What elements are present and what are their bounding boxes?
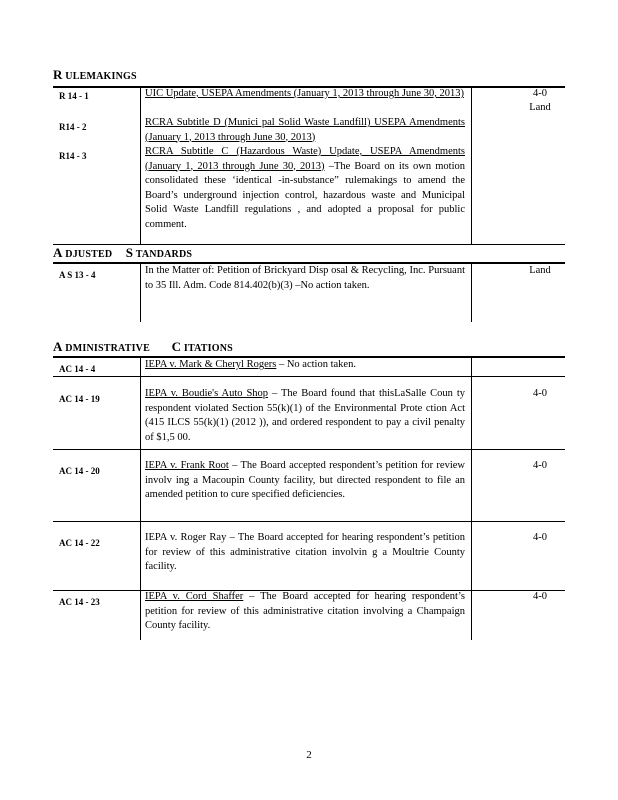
section-heading-rulemakings: R ULEMAKINGS [53, 67, 137, 82]
vote-ac14-23: 4-0 [533, 591, 547, 602]
case-summary: –The Board on its own motion consolidated these ‘identical -in-substance” rulemakings to amend the Board’s underground injection control, hazardous waste and Municipal Solid Waste Landfill regulations , and adopted a proposal for public comment. [145, 160, 465, 230]
citation-entry-ac14-4 [145, 358, 465, 373]
case-summary: – The Board accepted respondent’s petition for review involv ing a Macoupin County facility, but directed respondent to file an amended petition to cure specified deficiencies. [145, 460, 465, 500]
case-title: RCRA Subtitle C (Hazardous Waste) Update, USEPA Amendments (January 1, 2013 through June 30, 2013) [145, 146, 465, 172]
docket-ac14-23: AC 14 - 23 [59, 597, 100, 607]
vote-count: 4-0 [533, 88, 547, 99]
docket-r14-1: R 14 - 1 [59, 91, 89, 101]
adjusted-standard-entry-as13-4 [145, 264, 465, 293]
case-title: IEPA v. Cord Shaffer [145, 591, 244, 602]
rulemakings-col-divider-left [140, 86, 141, 244]
rulemakings-col-divider-right [471, 86, 472, 244]
case-title: IEPA v. Frank Root [145, 460, 229, 471]
case-title: IEPA v. Boudie's Auto Shop [145, 388, 269, 399]
citation-entry-ac14-19 [145, 387, 465, 445]
case-title: RCRA Subtitle D (Munici pal Solid Waste Landfill) USEPA Amendments (January 1, 2013 through June 30, 2013) [145, 117, 465, 143]
row-rule [53, 376, 565, 377]
docket-ac14-19: AC 14 - 19 [59, 394, 100, 404]
adjusted-standards-col-divider-right [471, 262, 472, 322]
vote-note: Land [529, 102, 551, 113]
docket-r14-2: R14 - 2 [59, 122, 87, 132]
case-title: UIC Update, USEPA Amendments (January 1, 2013 through June 30, 2013) [145, 88, 464, 99]
case-summary: – The Board accepted for hearing respondent’s petition for review of this administrative citation involving a Champaign County facility. [145, 591, 465, 631]
citation-entry-ac14-20 [145, 459, 465, 503]
admin-citations-col-divider-left [140, 356, 141, 640]
docket-ac14-20: AC 14 - 20 [59, 466, 100, 476]
docket-as13-4: A S 13 - 4 [59, 270, 96, 280]
rulemaking-entry-r14-1 [145, 87, 465, 102]
docket-ac14-22: AC 14 - 22 [59, 538, 100, 548]
admin-citations-col-divider-right [471, 356, 472, 640]
case-summary: In the Matter of: Petition of Brickyard Disp osal & Recycling, Inc. Pursuant to 35 Ill. Adm. Code 814.402(b)(3) –No action taken. [145, 265, 465, 291]
citation-entry-ac14-23 [145, 590, 465, 634]
vote-r14-1 [510, 87, 570, 115]
rulemaking-entry-r14-3 [145, 145, 465, 232]
case-title: IEPA v. Mark & Cheryl Rogers [145, 359, 277, 370]
vote-as13-4 [510, 264, 570, 278]
case-summary: IEPA v. Roger Ray – The Board accepted for hearing respondent’s petition for review of this administrative citation involvin g a Moultrie County facility. [145, 532, 465, 572]
vote-ac14-20: 4-0 [533, 460, 547, 471]
docket-r14-3: R14 - 3 [59, 151, 87, 161]
page-number: 2 [306, 749, 312, 761]
adjusted-standards-col-divider-left [140, 262, 141, 322]
citation-entry-ac14-22 [145, 531, 465, 575]
row-rule [53, 449, 565, 450]
case-summary: – No action taken. [276, 359, 356, 370]
section-heading-administrative-citations: A DMINISTRATIVE C ITATIONS [53, 339, 233, 354]
case-summary: – The Board found that thisLaSalle Coun ty respondent violated Section 55(k)(1) of the Environmental Prote ction Act (415 ILCS 55(k)(1) (2012 )), and ordered respondent to pay a civil penalty of $1,5 00. [145, 388, 465, 443]
vote-note: Land [529, 265, 551, 276]
section-heading-adjusted-standards: A DJUSTED S TANDARDS [53, 245, 193, 260]
rulemaking-entry-r14-2 [145, 116, 465, 145]
row-rule [53, 521, 565, 522]
vote-ac14-22: 4-0 [533, 532, 547, 543]
docket-ac14-4: AC 14 - 4 [59, 364, 96, 374]
vote-ac14-19: 4-0 [533, 388, 547, 399]
